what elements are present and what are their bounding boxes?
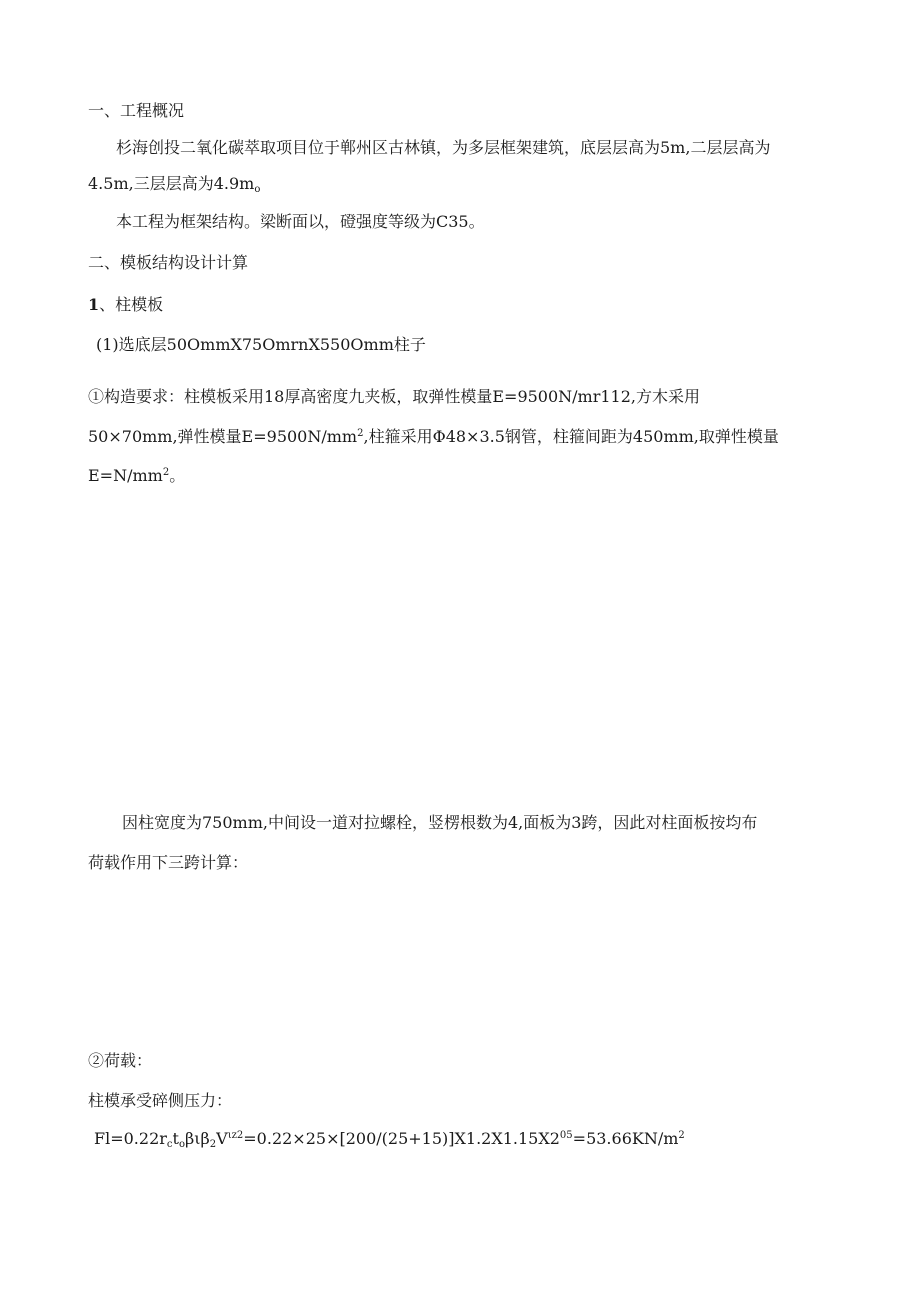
- paragraph-1-line-2-text: 4.5m,三层层高为4.9m: [88, 174, 255, 193]
- formula-part-f: =53.66KN∕m: [572, 1129, 679, 1148]
- paragraph-3-line-2-tail: ,柱箍采用Φ48×3.5钢管，柱箍间距为450mm,取弹性模量: [363, 427, 779, 446]
- paragraph-1-line-2: [88, 174, 261, 195]
- paragraph-4-line-1: 因柱宽度为750mm,中间设一道对拉螺栓，竖楞根数为4,面板为3跨，因此对柱面板按均布: [122, 813, 758, 832]
- paragraph-3-line-3-text: E=N/mm: [88, 466, 163, 485]
- formula-part-e: =0.22×25×[200/(25+15)]X1.2X1.15X2: [243, 1129, 560, 1148]
- formula-part-a: Fl=0.22r: [94, 1129, 167, 1148]
- paragraph-6: 柱模承受碎侧压力：: [88, 1091, 233, 1110]
- formula-sup-3: 2: [678, 1130, 685, 1141]
- paragraph-5: ②荷载：: [88, 1051, 153, 1070]
- section-heading-1: 一、工程概况: [88, 101, 185, 120]
- formula-sub-2: o: [178, 1139, 185, 1150]
- paragraph-2: 本工程为框架结构。梁断面以，磴强度等级为C35。: [116, 212, 485, 231]
- paragraph-3-line-3-tail: 。: [169, 466, 186, 485]
- paragraph-3-line-2-sup: 2: [357, 428, 364, 439]
- formula-line: [94, 1129, 685, 1150]
- paragraph-4-line-2: 荷载作用下三跨计算：: [88, 853, 249, 872]
- subsection-number: 1: [88, 295, 100, 314]
- paragraph-3-line-3-sup: 2: [162, 467, 170, 478]
- section-heading-2: 二、模板结构设计计算: [88, 253, 249, 272]
- paragraph-1-line-1: 杉海创投二氧化碳萃取项目位于郸州区古林镇，为多层框架建筑，底层层高为5m,二层层高为: [116, 138, 771, 157]
- subsection-heading-1: [88, 297, 163, 313]
- formula-sub-1: c: [166, 1139, 173, 1150]
- formula-sup-1: ιz2: [227, 1130, 244, 1141]
- paragraph-3-line-2: [88, 429, 779, 445]
- formula-sup-2: 05: [559, 1130, 573, 1141]
- formula-part-d: V: [216, 1129, 228, 1148]
- paragraph-3-line-2-text: 50×70mm,弹性模量E=9500N∕mm: [88, 427, 358, 446]
- paragraph-3-line-3: [88, 468, 185, 484]
- sub-subsection-heading: (1)选底层50OmmX75OmrnX550Omm柱子: [96, 335, 426, 354]
- paragraph-1-line-2-tail: o: [254, 184, 261, 195]
- formula-part-b: t: [172, 1129, 179, 1148]
- subsection-title: 、柱模板: [99, 295, 164, 314]
- formula-sub-3: 2: [209, 1139, 217, 1150]
- paragraph-3-line-1: ①构造要求：柱模板采用18厚高密度九夹板，取弹性模量E=9500N∕mr112,方木采用: [88, 387, 701, 406]
- formula-part-c: βιβ: [184, 1129, 210, 1148]
